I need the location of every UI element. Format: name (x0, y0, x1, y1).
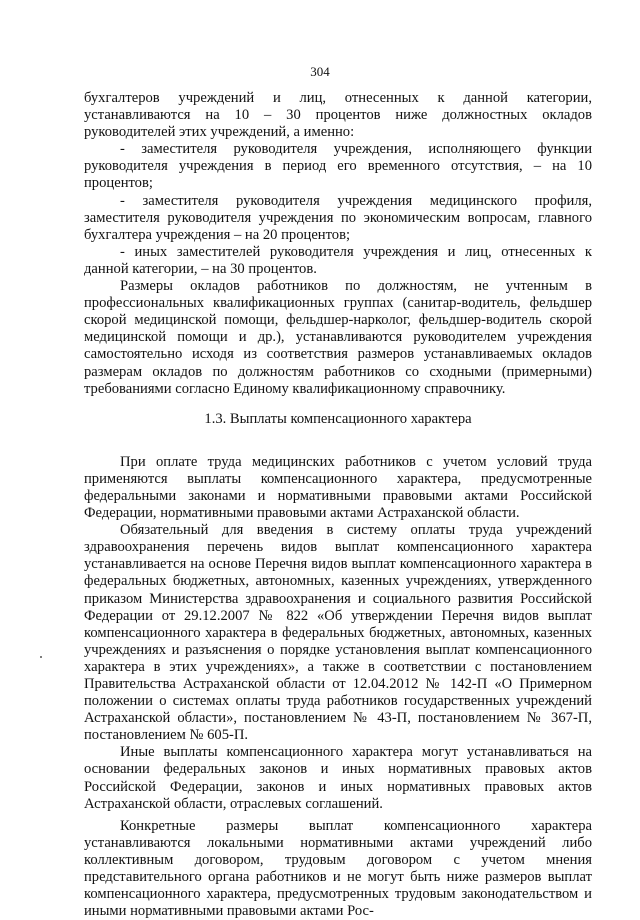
document-body (84, 90, 592, 920)
paragraph-mandatory-list: Обязательный для введения в систему оплаты труда учреждений здравоохранения перечень видов выплат компенсационного характера устанавливается на основе Перечня видов выплат компенсационного характера в федеральных бюджетных, автономных, казенных учреждениях, утвержденного приказом Министерства здравоохранения и социального развития Российской Федерации от 29.12.2007 № 822 «Об утверждении Перечня видов выплат компенсационного характера в федеральных бюджетных, автономных, казенных учреждениях и разъяснения о порядке установления выплат компенсационного характера в этих учреждениях», а также в соответствии с постановлением Правительства Астраханской области от 12.04.2012 № 142-П «О Примерном положении о системах оплаты труда работников государственных учреждений Астраханской области», постановлением № 43-П, постановлением № 367-П, постановлением № 605-П. (84, 522, 592, 744)
list-item-deputy-medical: - заместителя руководителя учреждения медицинского профиля, заместителя руководителя учреждения по экономическим вопросам, главного бухгалтера учреждения – на 20 процентов; (84, 192, 592, 243)
paragraph-continuation: бухгалтеров учреждений и лиц, отнесенных к данной категории, устанавливаются на 10 – 30 процентов ниже должностных окладов руководителей этих учреждений, а именно: (84, 90, 592, 141)
paragraph-salary-sizes: Размеры окладов работников по должностям, не учтенным в профессиональных квалификационных группах (санитар-водитель, фельдшер скорой медицинской помощи, фельдшер-нарколог, фельдшер-водитель скорой медицинской помощи и др.), устанавливаются руководителем учреждения самостоятельно исходя из соответствия размеров устанавливаемых окладов размерам окладов по должностям работников со сходными (примерными) требованиями согласно Единому квалификационному справочнику. (84, 278, 592, 397)
list-item-deputy-acting: - заместителя руководителя учреждения, исполняющего функции руководителя учреждения в период его временного отсутствия, – на 10 процентов; (84, 141, 592, 192)
page-number: 304 (310, 64, 330, 79)
paragraph-compensation-intro: При оплате труда медицинских работников с учетом условий труда применяются выплаты компенсационного характера, предусмотренные федеральными законами и нормативными правовыми актами Российской Федерации, нормативными правовыми актами Астраханской области. (84, 453, 592, 522)
paragraph-specific-sizes: Конкретные размеры выплат компенсационного характера устанавливаются локальными нормативными актами учреждений либо коллективным договором, трудовым договором с учетом мнения представительного органа работников и не могут быть ниже размеров выплат компенсационного характера, предусмотренных трудовым законодательством и иными нормативными правовыми актами Рос- (84, 817, 592, 920)
section-heading: 1.3. Выплаты компенсационного характера (204, 410, 472, 427)
list-item-other-deputies: - иных заместителей руководителя учреждения и лиц, отнесенных к данной категории, – на 30 процентов. (84, 243, 592, 277)
paragraph-other-payments: Иные выплаты компенсационного характера могут устанавливаться на основании федеральных законов и иных нормативных правовых актов Российской Федерации, законов и иных нормативных правовых актов Астраханской области, отраслевых соглашений. (84, 744, 592, 812)
scan-speck (40, 656, 42, 658)
